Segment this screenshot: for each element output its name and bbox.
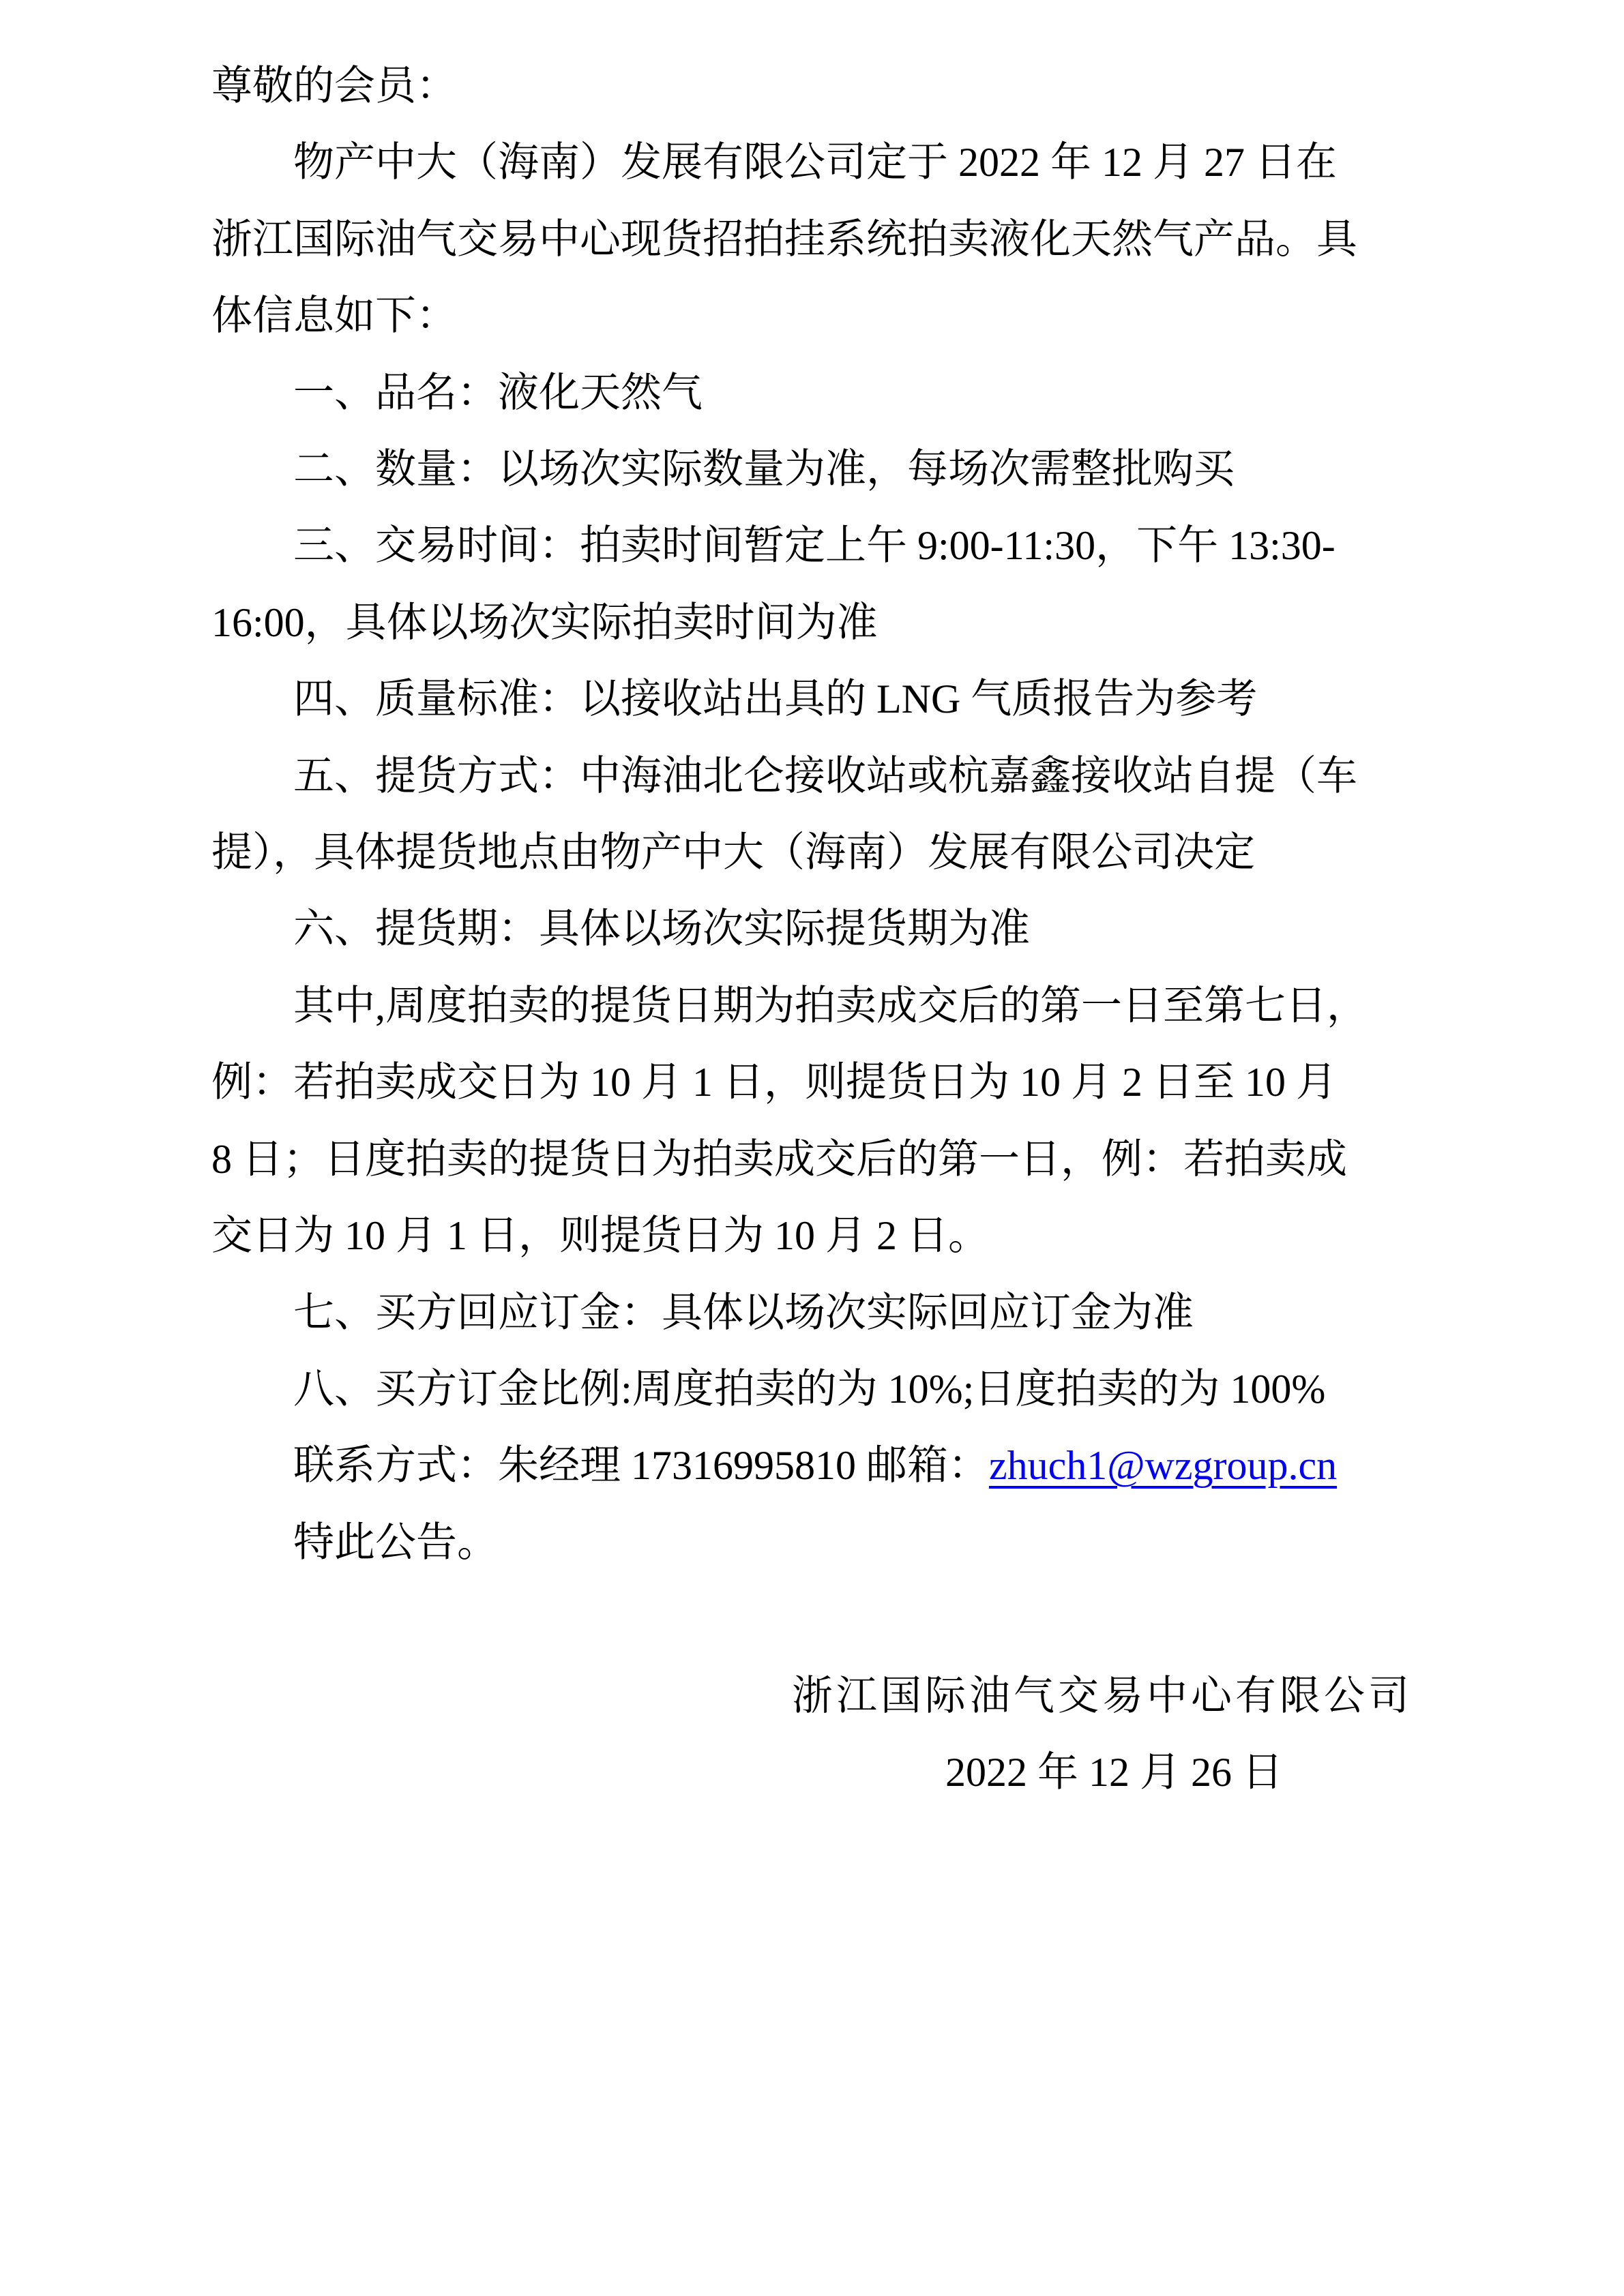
item-line-7-deposit: 七、买方回应订金：具体以场次实际回应订金为准 [293,1289,1194,1335]
item-line-8-deposit-ratio: 八、买方订金比例:周度拍卖的为 10%;日度拍卖的为 100% [293,1366,1326,1412]
item-line-5-pickup-method-1: 五、提货方式：中海油北仑接收站或杭嘉鑫接收站自提（车 [293,753,1357,799]
item-line-6-pickup-period: 六、提货期：具体以场次实际提货期为准 [293,906,1030,952]
blank-line [211,1581,1413,1657]
body-line-intro-2: 浙江国际油气交易中心现货招拍挂系统拍卖液化天然气产品。具 [211,216,1357,262]
item-line-2-quantity: 二、数量：以场次实际数量为准，每场次需整批购买 [293,447,1235,492]
email-link[interactable]: zhuch1@wzgroup.cn [989,1443,1338,1489]
contact-line [211,1427,1413,1504]
pickup-note-line-4: 交日为 10 月 1 日，则提货日为 10 月 2 日。 [211,1213,989,1259]
item-line-3-trading-time-2: 16:00，具体以场次实际拍卖时间为准 [211,599,878,645]
pickup-note-line-1: 其中,周度拍卖的提货日期为拍卖成交后的第一日至第七日， [293,983,1368,1028]
item-line-4-quality: 四、质量标准：以接收站出具的 LNG 气质报告为参考 [293,676,1258,722]
signature-company-line: 浙江国际油气交易中心有限公司 [792,1673,1413,1718]
closing-line: 特此公告。 [293,1519,498,1565]
body-line-intro-3: 体信息如下： [211,293,457,339]
item-line-3-trading-time-1: 三、交易时间：拍卖时间暂定上午 9:00-11:30，下午 13:30- [293,523,1335,569]
contact-prefix: 联系方式：朱经理 17316995810 邮箱： [293,1443,989,1489]
salutation-line: 尊敬的会员： [211,63,457,108]
item-line-1-product: 一、品名：液化天然气 [293,370,703,415]
item-line-5-pickup-method-2: 提），具体提货地点由物产中大（海南）发展有限公司决定 [211,830,1255,876]
body-line-intro-1: 物产中大（海南）发展有限公司定于 2022 年 12 月 27 日在 [293,140,1337,185]
signature-date-line: 2022 年 12 月 26 日 [945,1749,1283,1795]
pickup-note-line-3: 8 日；日度拍卖的提货日为拍卖成交后的第一日，例：若拍卖成 [211,1136,1347,1182]
pickup-note-line-2: 例：若拍卖成交日为 10 月 1 日，则提货日为 10 月 2 日至 10 月 [211,1060,1337,1105]
